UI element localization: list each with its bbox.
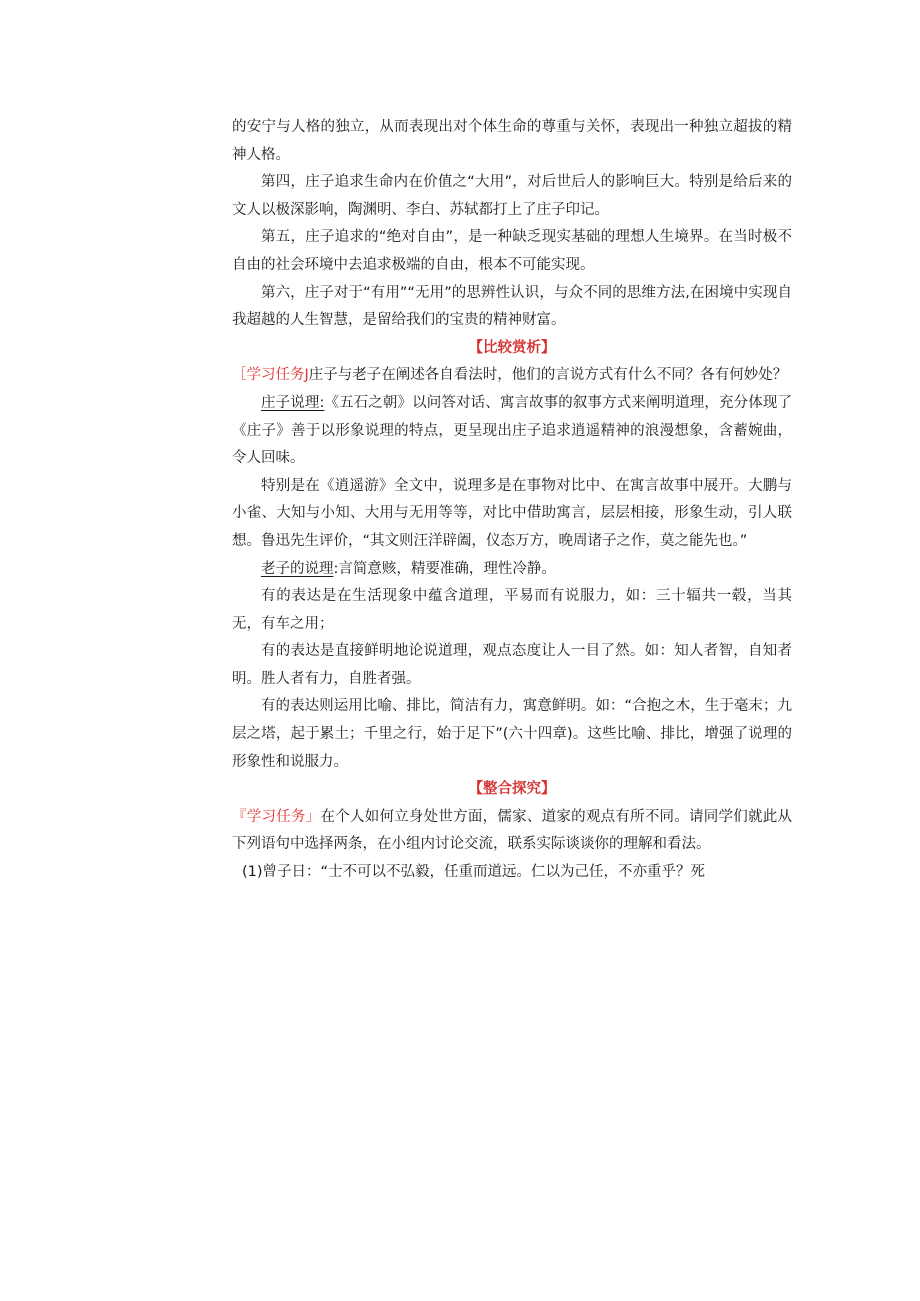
zhuangzi-label: 庄子说理: xyxy=(261,394,325,411)
paragraph: 的安宁与人格的独立，从而表现出对个体生命的尊重与关怀，表现出一种独立超拔的精神人格。 xyxy=(232,119,792,163)
task-text: 在个人如何立身处世方面，儒家、道家的观点有所不同。请同学们就此从下列语句中选择两条，在小组内讨论交流，联系实际谈谈你的理解和看法。 xyxy=(232,808,793,853)
document-page xyxy=(232,114,792,887)
list-item: (1)曾子日：“士不可以不弘毅，任重而道远。仁以为己任，不亦重乎？死 xyxy=(242,864,706,881)
paragraph: 第五，庄子追求的“绝对自由”，是一种缺乏现实基础的理想人生境界。在当时极不自由的社会环境中去追求极端的自由，根本不可能实现。 xyxy=(232,229,792,273)
task-tag: 『学习任务」 xyxy=(232,808,321,825)
learning-task xyxy=(232,804,792,859)
learning-task xyxy=(232,362,792,390)
section-heading-integration: 【整合探究】 xyxy=(468,781,556,798)
task-text: 庄子与老子在阐述各自看法时，他们的言说方式有什么不同？各有何妙处？ xyxy=(308,367,788,384)
laozi-text: :言简意赅，精要准确，理性冷静。 xyxy=(333,560,556,577)
paragraph: 第六，庄子对于“有用”“无用”的思辨性认识，与众不同的思维方法,在困境中实现自我超越的人生智慧，是留给我们的宝贵的精神财富。 xyxy=(232,284,792,329)
laozi-paragraph xyxy=(232,556,792,584)
paragraph: 特别是在《逍遥游》全文中，说理多是在事物对比中、在寓言故事中展开。大鹏与小雀、大知与小知、大用与无用等等，对比中借助寓言，层层相接，形象生动，引人联想。鲁迅先生评价，“其文则汪洋辟阖，仪态万方，晚周诸子之作，莫之能先也。” xyxy=(232,477,792,549)
paragraph: 第四，庄子追求生命内在价值之“大用”，对后世后人的影响巨大。特别是给后来的文人以极深影响，陶渊明、李白、苏轼都打上了庄子印记。 xyxy=(232,174,792,218)
laozi-label: 老子的说理 xyxy=(261,560,334,577)
paragraph: 有的表达是在生活现象中蕴含道理，平易而有说服力，如：三十辐共一毂，当其无，有车之用； xyxy=(232,588,792,632)
zhuangzi-text: 《五石之朝》以问答对话、寓言故事的叙事方式来阐明道理，充分体现了《庄子》善于以形象说理的特点，更呈现出庄子追求逍遥精神的浪漫想象，含蓄婉曲，令人回味。 xyxy=(232,394,792,467)
task-tag: ［学习任务J xyxy=(232,367,309,384)
zhuangzi-paragraph xyxy=(232,390,792,473)
paragraph: 有的表达则运用比喻、排比，简洁有力，寓意鲜明。如：“合抱之木，生于毫末；九层之塔，起于累土；千里之行，始于足下”(六十四章)。这些比喻、排比，增强了说理的形象性和说服力。 xyxy=(232,698,792,770)
paragraph: 有的表达是直接鲜明地论说道理，观点态度让人一目了然。如：知人者智，自知者明。胜人者有力，自胜者强。 xyxy=(232,643,792,687)
section-heading-comparison: 【比较赏析】 xyxy=(468,339,556,356)
